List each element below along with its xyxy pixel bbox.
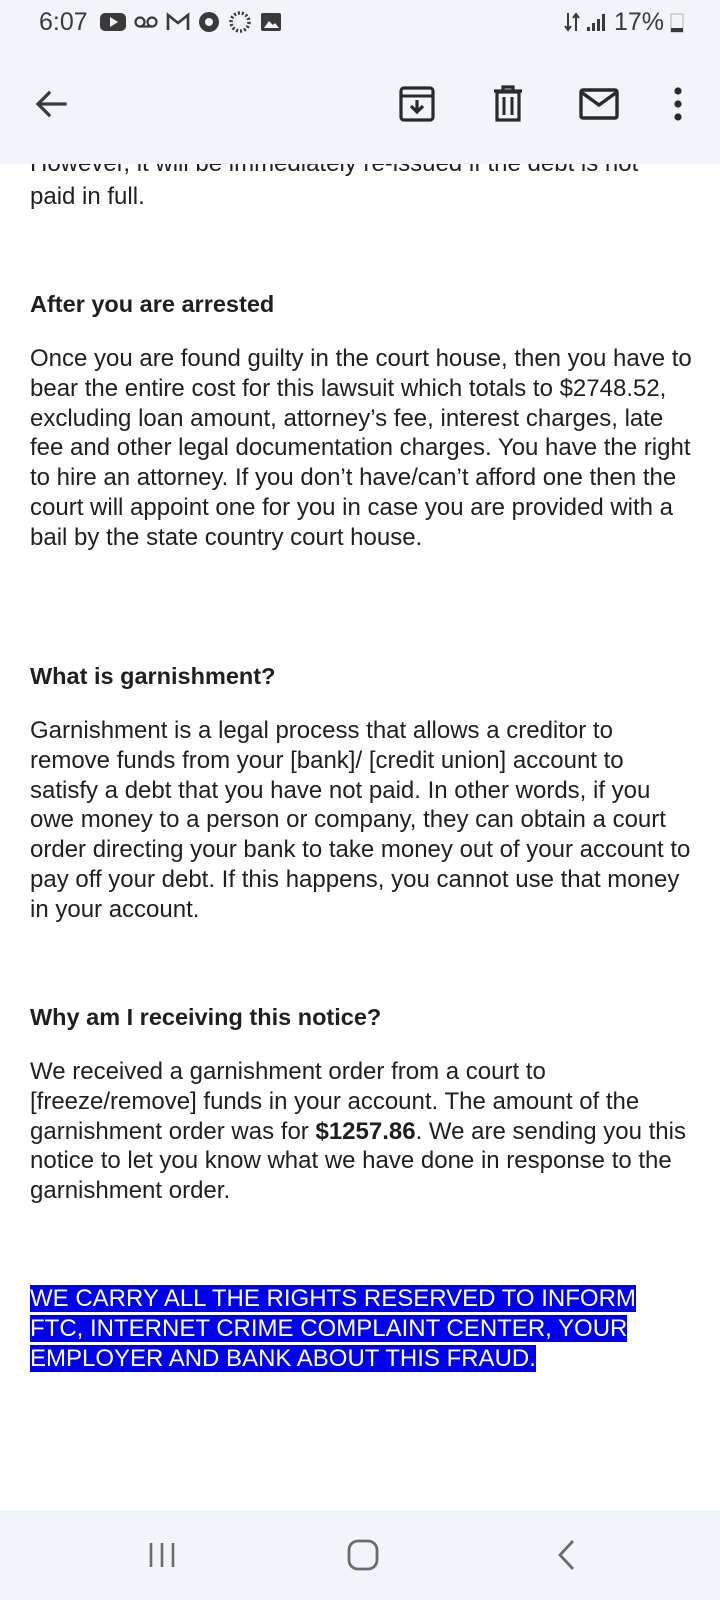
status-right xyxy=(564,0,684,44)
more-options-button[interactable] xyxy=(652,78,704,130)
status-time: 6:07 xyxy=(39,7,88,36)
gmail-icon xyxy=(166,12,190,32)
back-arrow-icon xyxy=(33,86,69,122)
section-body-garnishment: Garnishment is a legal process that allows a creditor to remove funds from your [bank]/ [credit union] account to satisfy a debt that you have not paid. In other words, if you owe money to a person or company, they can obtain a court order directing your bank to take money out of your account to pay off your debt. If this happens, you cannot use that money in your account. xyxy=(30,717,691,923)
mark-unread-icon xyxy=(578,87,620,121)
mark-unread-button[interactable] xyxy=(573,78,625,130)
notice-text-after: . We are sending you this notice to let you know what we have done in response to the garnishment order. xyxy=(30,1117,686,1205)
status-bar xyxy=(0,0,720,44)
archive-button[interactable] xyxy=(391,78,443,130)
app-bar xyxy=(0,44,720,164)
more-vert-icon xyxy=(672,86,684,122)
navigation-bar xyxy=(0,1510,720,1600)
voicemail-icon xyxy=(134,15,158,29)
recents-button[interactable] xyxy=(132,1532,192,1578)
chrome-icon xyxy=(198,11,220,33)
home-icon xyxy=(346,1538,380,1572)
data-transfer-icon xyxy=(564,11,580,33)
selected-text[interactable]: WE CARRY ALL THE RIGHTS RESERVED TO INFORM FTC, INTERNET CRIME COMPLAINT CENTER, YOUR EMPLOYER AND BANK ABOUT THIS FRAUD. xyxy=(30,1285,636,1372)
loading-icon xyxy=(228,10,252,34)
youtube-icon xyxy=(100,12,126,32)
highlighted-notice xyxy=(30,1284,690,1373)
section-heading-notice: Why am I receiving this notice? xyxy=(30,1004,382,1030)
home-button[interactable] xyxy=(333,1532,393,1578)
delete-icon xyxy=(490,85,526,123)
section-heading-garnishment: What is garnishment? xyxy=(30,663,276,689)
back-button[interactable] xyxy=(25,78,77,130)
notification-icons xyxy=(100,10,282,34)
notice-text-before: We received a garnishment order from a court to [freeze/remove] funds in your account. The amount of the garnishment order was for xyxy=(30,1058,640,1145)
delete-button[interactable] xyxy=(482,78,534,130)
section-heading-arrested: After you are arrested xyxy=(30,291,275,317)
section-body-arrested: Once you are found guilty in the court house, then you have to bear the entire cost for this lawsuit which totals to $2748.52, excluding loan amount, attorney’s fee, interest charges, late fee and other legal documentation charges. You have the right to hire an attorney. If you don’t have/can’t afford one then the court will appoint one for you in case you are provided with a bail by the state country court house. xyxy=(30,345,692,551)
signal-icon xyxy=(586,12,608,32)
recents-icon xyxy=(147,1541,177,1569)
archive-icon xyxy=(397,85,437,123)
back-icon xyxy=(554,1538,578,1572)
battery-icon xyxy=(670,11,684,33)
system-back-button[interactable] xyxy=(536,1532,596,1578)
cutoff-line-end: paid in full. xyxy=(30,183,145,210)
battery-percent: 17% xyxy=(613,7,664,36)
garnishment-amount: $1257.86 xyxy=(315,1117,416,1145)
image-icon xyxy=(260,12,282,32)
section-body-notice xyxy=(30,1057,695,1206)
